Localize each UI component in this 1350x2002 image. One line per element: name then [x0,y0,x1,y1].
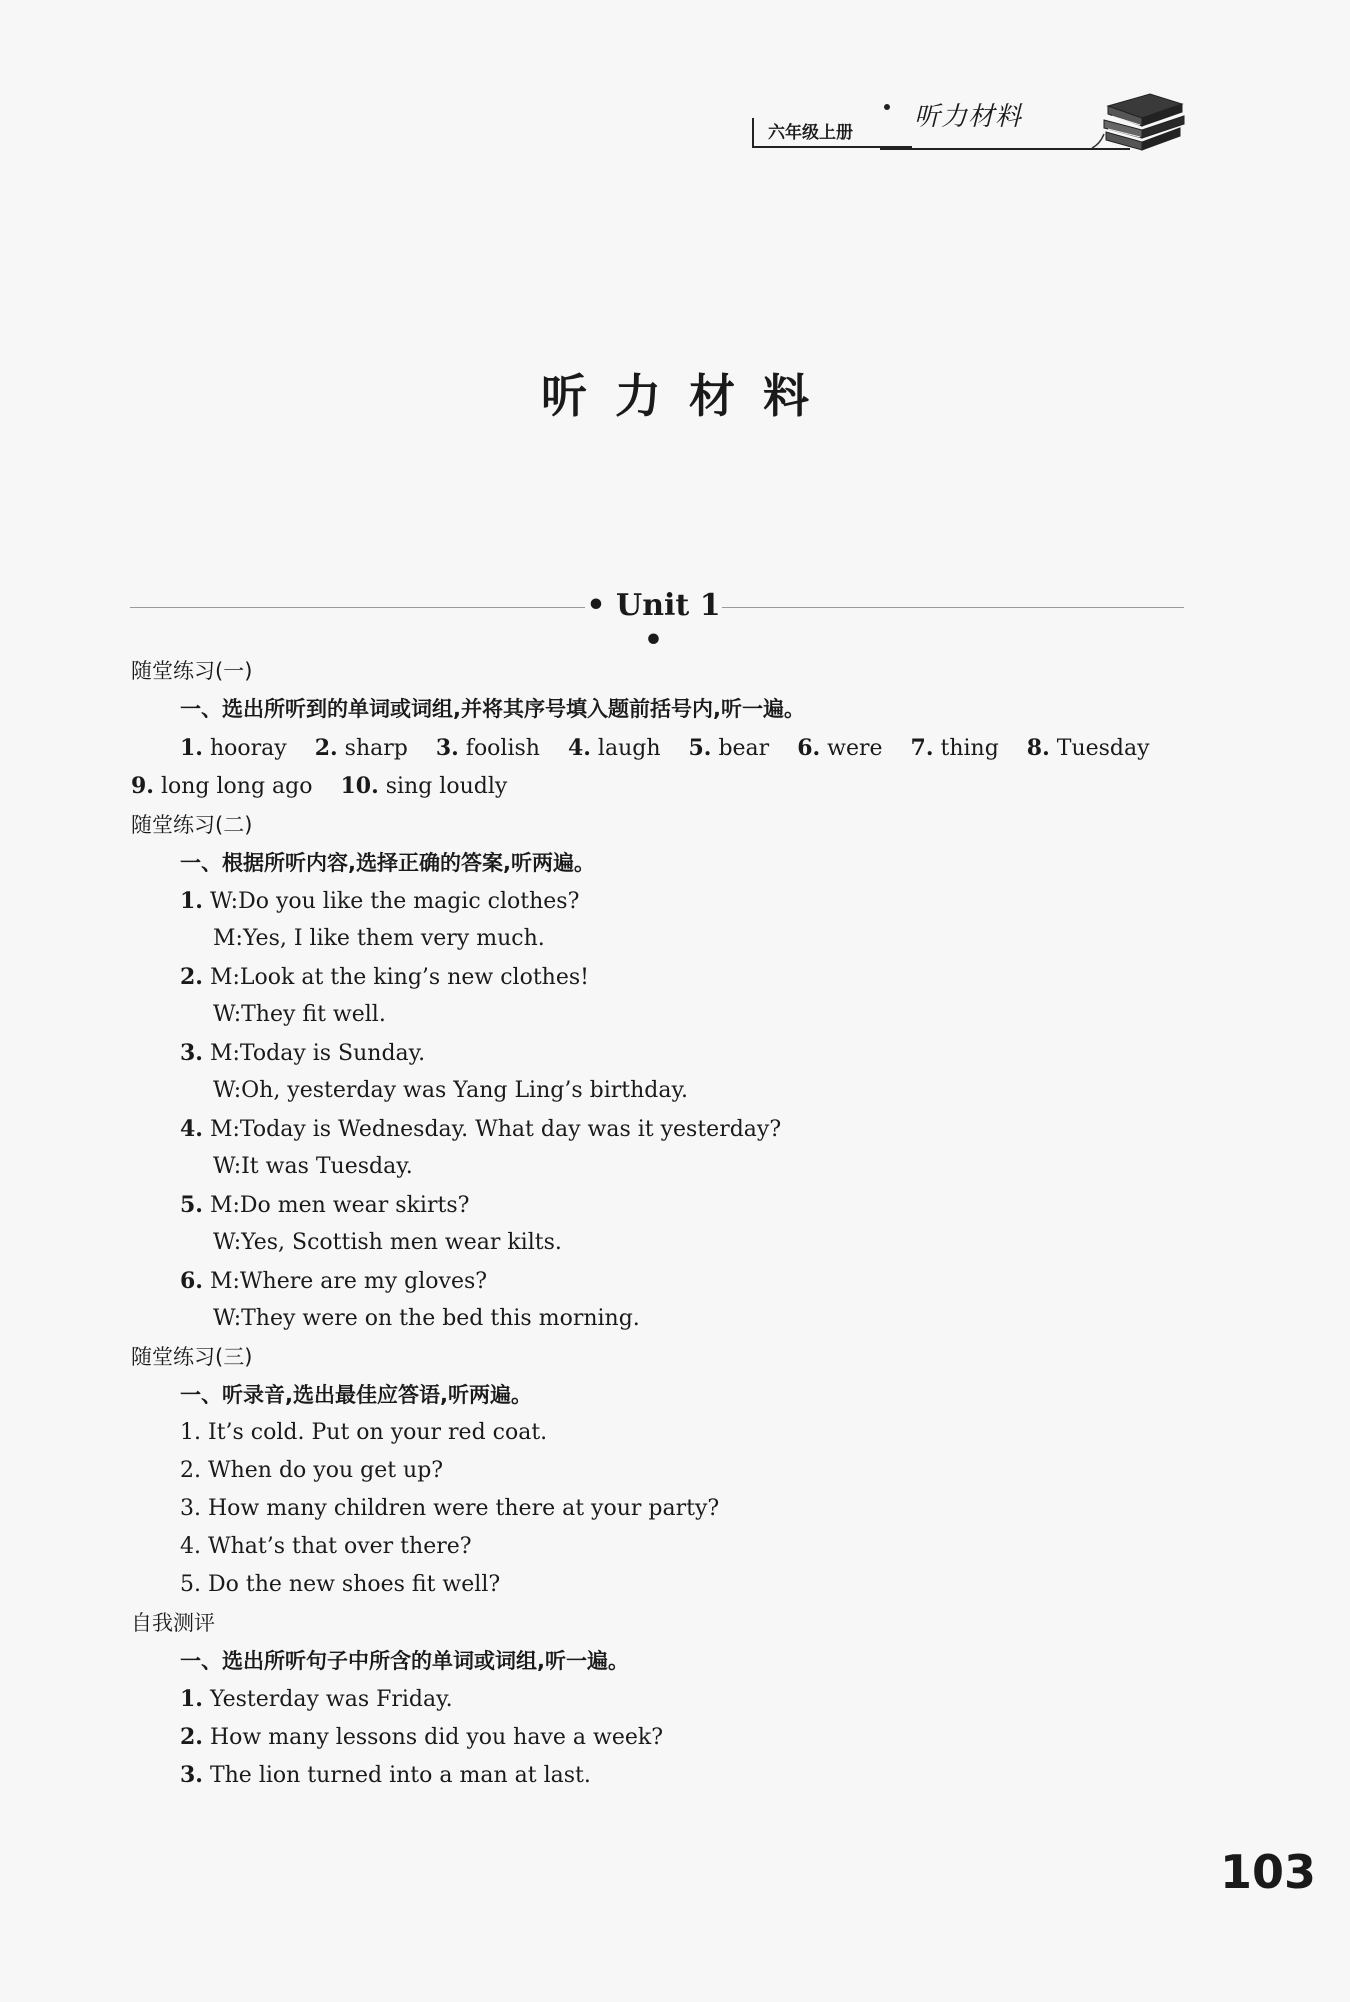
list-item: 2. sharp [314,735,408,761]
list-item: 6. were [797,735,883,761]
word-list-row [131,771,507,802]
header-dot [884,104,890,110]
list-item: 3. foolish [435,735,540,761]
header-title: 听力材料 [914,102,1023,132]
dialogue-line: W:Oh, yesterday was Yang Ling’s birthday. [213,1078,688,1103]
instruction: 一、根据所听内容,选择正确的答案,听两遍。 [180,851,595,875]
dialogue-line: 4. M:Today is Wednesday. What day was it yesterday? [180,1116,782,1142]
instruction: 一、选出所听到的单词或词组,并将其序号填入题前括号内,听一遍。 [180,697,805,721]
list-item: 4. What’s that over there? [180,1534,472,1559]
unit-heading: • Unit 1 • [586,588,721,658]
dialogue-line: W:It was Tuesday. [213,1154,413,1179]
dialogue-line: 2. M:Look at the king’s new clothes! [180,964,589,990]
list-item: 1. It’s cold. Put on your red coat. [180,1420,548,1445]
list-item: 2. How many lessons did you have a week? [180,1724,663,1750]
list-item: 3. The lion turned into a man at last. [180,1762,591,1788]
dialogue-line: W:Yes, Scottish men wear kilts. [213,1230,562,1255]
section-label: 随堂练习(三) [131,1345,253,1369]
grade-label: 六年级上册 [752,118,912,148]
section-label: 自我测评 [131,1611,215,1635]
instruction: 一、听录音,选出最佳应答语,听两遍。 [180,1383,532,1407]
list-item: 2. When do you get up? [180,1458,444,1483]
list-item: 5. bear [688,735,770,761]
page-title: 听力材料 [541,369,837,423]
section-label: 随堂练习(一) [131,659,253,683]
unit-divider-left [130,607,585,608]
dialogue-line: M:Yes, I like them very much. [213,926,545,951]
list-item: 8. Tuesday [1026,735,1150,761]
dialogue-line: 1. W:Do you like the magic clothes? [180,888,580,914]
list-item: 5. Do the new shoes fit well? [180,1572,501,1597]
books-icon [1090,86,1190,156]
dialogue-line: W:They fit well. [213,1002,386,1027]
list-item: 9. long long ago [131,773,313,799]
dialogue-line: 5. M:Do men wear skirts? [180,1192,470,1218]
dialogue-line: 3. M:Today is Sunday. [180,1040,426,1066]
list-item: 3. How many children were there at your party? [180,1496,720,1521]
list-item: 1. Yesterday was Friday. [180,1686,453,1712]
list-item: 1. hooray [180,735,287,761]
dialogue-line: 6. M:Where are my gloves? [180,1268,488,1294]
list-item: 4. laugh [567,735,661,761]
section-label: 随堂练习(二) [131,813,253,837]
dialogue-line: W:They were on the bed this morning. [213,1306,640,1331]
list-item: 7. thing [910,735,999,761]
list-item: 10. sing loudly [340,773,508,799]
word-list-row [180,733,1150,764]
page-number: 103 [1220,1845,1317,1899]
unit-divider-right [722,607,1184,608]
instruction: 一、选出所听句子中所含的单词或词组,听一遍。 [180,1649,629,1673]
